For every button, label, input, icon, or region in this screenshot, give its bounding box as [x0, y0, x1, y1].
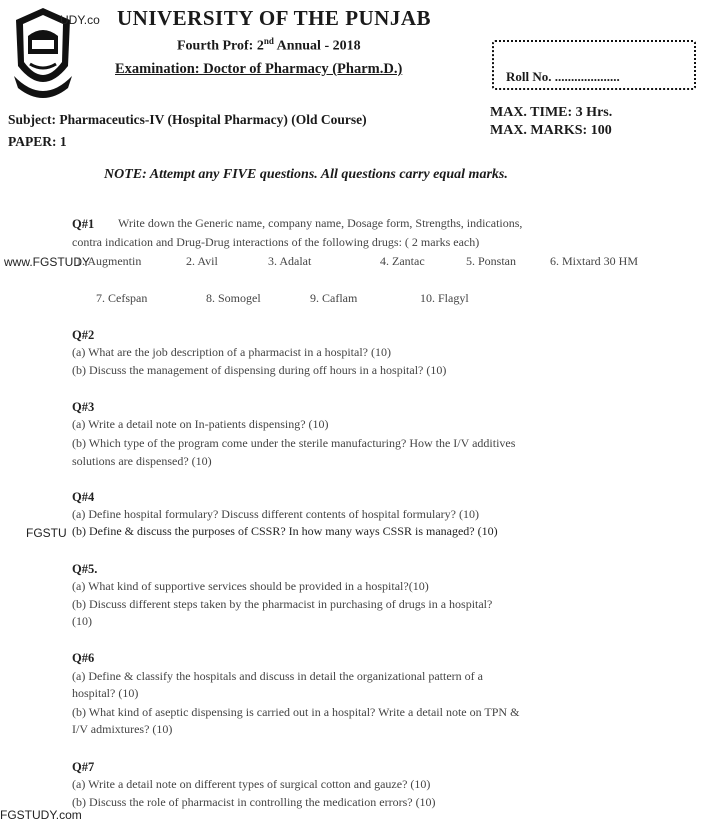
q3-part-b-line2: solutions are dispensed? (10): [72, 454, 212, 468]
max-time: MAX. TIME: 3 Hrs.: [490, 105, 613, 120]
q7-part-a: (a) Write a detail note on different types of surgical cotton and gauze? (10): [72, 777, 431, 791]
q2-part-a: (a) What are the job description of a pharmacist in a hospital? (10): [72, 345, 391, 359]
q6-number: Q#6: [72, 651, 95, 665]
university-title: UNIVERSITY OF THE PUNJAB: [117, 6, 432, 30]
q1-drug-4: 4. Zantac: [380, 254, 425, 268]
q5-part-b-line2: (10): [72, 614, 92, 628]
q1-text-line2: contra indication and Drug-Drug interactions of the following drugs: ( 2 marks each): [72, 235, 480, 249]
q1-drug-10: 10. Flagyl: [420, 291, 469, 305]
q1-drug-6: 6. Mixtard 30 HM: [550, 254, 638, 268]
watermark-bottom: FGSTUDY.com: [0, 808, 82, 822]
q6-part-b-line2: I/V admixtures? (10): [72, 722, 173, 736]
instructions-note: NOTE: Attempt any FIVE questions. All questions carry equal marks.: [104, 167, 508, 182]
q1-drug-7: 7. Cefspan: [96, 291, 148, 305]
max-marks: MAX. MARKS: 100: [490, 123, 612, 138]
q1-drug-9: 9. Caflam: [310, 291, 358, 305]
q1-drug-8: 8. Somogel: [206, 291, 261, 305]
prof-line: Fourth Prof: 2nd Annual - 2018: [177, 36, 361, 54]
q4-part-a: (a) Define hospital formulary? Discuss different contents of hospital formulary? (10): [72, 507, 479, 521]
q6-part-a-line2: hospital? (10): [72, 686, 139, 700]
q1-drug-2: 2. Avil: [186, 254, 218, 268]
q5-part-a: (a) What kind of supportive services should be provided in a hospital?(10): [72, 579, 429, 593]
subject-line: Subject: Pharmaceutics-IV (Hospital Pharmacy) (Old Course): [8, 112, 367, 127]
watermark-top: UDY.co: [60, 13, 100, 27]
q1-number: Q#1: [72, 217, 95, 231]
examination-title: Examination: Doctor of Pharmacy (Pharm.D.): [115, 61, 403, 77]
q7-part-b: (b) Discuss the role of pharmacist in controlling the medication errors? (10): [72, 795, 436, 809]
q4-part-b: (b) Define & discuss the purposes of CSSR? In how many ways CSSR is managed? (10): [72, 524, 498, 538]
q1-drug-5: 5. Ponstan: [466, 254, 517, 268]
q6-part-a-line1: (a) Define & classify the hospitals and discuss in detail the organizational pattern of a: [72, 669, 483, 683]
q3-part-b-line1: (b) Which type of the program come under the sterile manufacturing? How the I/V additives: [72, 436, 516, 450]
q1-drug-1: 1. Augmentin: [76, 254, 142, 268]
watermark-mid: www.FGSTUDY: [4, 255, 91, 269]
q4-number: Q#4: [72, 490, 95, 504]
q3-part-a: (a) Write a detail note on In-patients dispensing? (10): [72, 417, 329, 431]
watermark-mid-2: FGSTU: [26, 526, 67, 540]
q5-number: Q#5.: [72, 562, 98, 576]
q1-drug-3: 3. Adalat: [268, 254, 312, 268]
q2-number: Q#2: [72, 328, 95, 342]
q2-part-b: (b) Discuss the management of dispensing during off hours in a hospital? (10): [72, 363, 447, 377]
roll-number-label: Roll No. ....................: [506, 69, 620, 84]
q5-part-b-line1: (b) Discuss different steps taken by the pharmacist in purchasing of drugs in a hospital?: [72, 597, 493, 611]
q1-text-line1: Write down the Generic name, company name, Dosage form, Strengths, indications,: [118, 216, 523, 230]
q7-number: Q#7: [72, 760, 95, 774]
paper-line: PAPER: 1: [8, 134, 67, 149]
q3-number: Q#3: [72, 400, 95, 414]
q6-part-b-line1: (b) What kind of aseptic dispensing is carried out in a hospital? Write a detail note on TPN &: [72, 705, 520, 719]
